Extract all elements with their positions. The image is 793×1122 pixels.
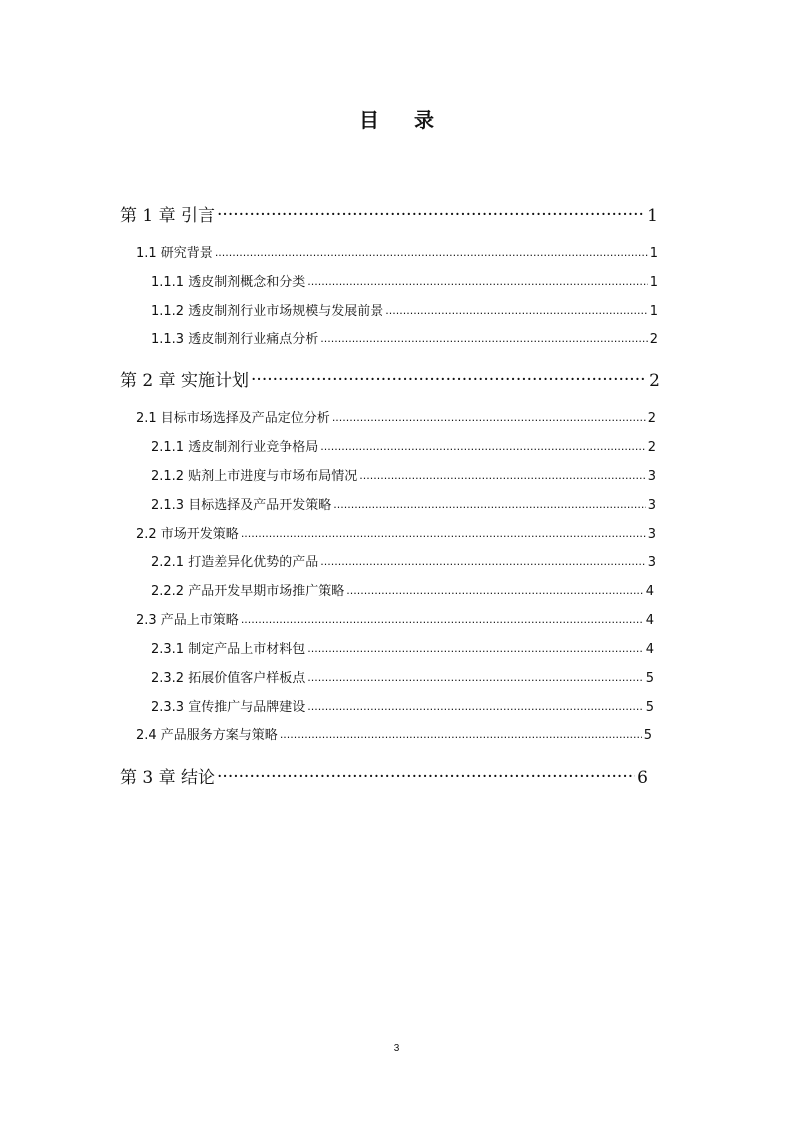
toc-entry-page: 3 — [647, 498, 656, 513]
toc-entry-page: 1 — [649, 275, 658, 290]
toc-entry-page: 1 — [649, 304, 658, 319]
toc-entry-label: 2.2 市场开发策略 — [136, 527, 239, 542]
toc-entry-label: 2.3.2 拓展价值客户样板点 — [151, 671, 306, 686]
toc-leader-dots — [307, 644, 644, 657]
toc-entry-page: 2 — [649, 371, 660, 391]
toc-entry-label: 第 2 章 实施计划 — [120, 371, 250, 391]
toc-entry-page: 4 — [645, 613, 654, 628]
toc-entry-1-1-3[interactable] — [151, 328, 658, 347]
toc-leader-dots — [241, 529, 646, 542]
toc-entry-2-1[interactable] — [136, 407, 656, 426]
toc-entry-page: 4 — [645, 584, 654, 599]
toc-leader-dots — [215, 248, 648, 261]
toc-entry-page: 3 — [647, 469, 656, 484]
toc-leader-dots — [307, 702, 644, 715]
toc-entry-2-2-2[interactable] — [151, 580, 654, 599]
toc-entry-1-1[interactable] — [136, 242, 658, 261]
toc-entry-label: 2.1.3 目标选择及产品开发策略 — [151, 498, 332, 513]
toc-entry-label: 2.2.1 打造差异化优势的产品 — [151, 555, 319, 570]
toc-leader-dots — [307, 277, 648, 290]
toc-entry-page: 1 — [649, 246, 658, 261]
toc-leader-dots — [385, 306, 648, 319]
toc-leader-dots — [333, 500, 646, 513]
toc-entry-2-3-1[interactable] — [151, 638, 654, 657]
toc-entry-label: 2.1.2 贴剂上市进度与市场布局情况 — [151, 469, 358, 484]
toc-entry-2-2-1[interactable] — [151, 551, 656, 570]
toc-entry-2-3-3[interactable] — [151, 696, 654, 715]
toc-entry-label: 第 1 章 引言 — [120, 206, 216, 226]
toc-entry-label: 2.1.1 透皮制剂行业竞争格局 — [151, 440, 319, 455]
toc-leader-dots — [241, 615, 644, 628]
toc-entry-chapter-2[interactable] — [120, 366, 660, 391]
toc-entry-label: 1.1.3 透皮制剂行业痛点分析 — [151, 332, 319, 347]
toc-entry-page: 5 — [645, 671, 654, 686]
toc-entry-label: 2.4 产品服务方案与策略 — [136, 728, 278, 743]
toc-entry-label: 2.3.3 宣传推广与品牌建设 — [151, 700, 306, 715]
toc-entry-1-1-1[interactable] — [151, 271, 658, 290]
toc-entry-2-2[interactable] — [136, 523, 656, 542]
toc-leader-dots — [359, 471, 646, 484]
toc-title: 目 录 — [359, 108, 448, 132]
toc-leader-dots — [320, 442, 646, 455]
toc-entry-2-1-3[interactable] — [151, 494, 656, 513]
toc-entry-label: 1.1.1 透皮制剂概念和分类 — [151, 275, 306, 290]
toc-entry-2-1-1[interactable] — [151, 436, 656, 455]
toc-entry-page: 2 — [649, 332, 658, 347]
toc-leader-dots — [307, 673, 644, 686]
toc-entry-2-4[interactable] — [136, 724, 652, 743]
toc-entry-2-3[interactable] — [136, 609, 654, 628]
toc-entry-page: 3 — [647, 555, 656, 570]
toc-leader-dots — [217, 771, 635, 788]
toc-entry-chapter-3[interactable] — [120, 763, 648, 788]
toc-entry-label: 2.3.1 制定产品上市材料包 — [151, 642, 306, 657]
toc-entry-label: 第 3 章 结论 — [120, 768, 216, 788]
toc-entry-label: 2.1 目标市场选择及产品定位分析 — [136, 411, 330, 426]
toc-leader-dots — [320, 557, 646, 570]
toc-leader-dots — [217, 209, 645, 226]
page-number: 3 — [393, 1043, 400, 1054]
toc-leader-dots — [332, 413, 646, 426]
toc-entry-page: 4 — [645, 642, 654, 657]
toc-entry-page: 6 — [637, 768, 648, 788]
toc-entry-page: 5 — [645, 700, 654, 715]
toc-entry-label: 2.2.2 产品开发早期市场推广策略 — [151, 584, 345, 599]
toc-entry-page: 2 — [647, 440, 656, 455]
toc-entry-chapter-1[interactable] — [120, 201, 658, 226]
toc-entry-page: 5 — [643, 728, 652, 743]
toc-entry-1-1-2[interactable] — [151, 300, 658, 319]
toc-entry-label: 1.1 研究背景 — [136, 246, 213, 261]
toc-entry-label: 1.1.2 透皮制剂行业市场规模与发展前景 — [151, 304, 384, 319]
toc-entry-2-3-2[interactable] — [151, 667, 654, 686]
toc-leader-dots — [280, 730, 642, 743]
toc-entry-page: 1 — [647, 206, 658, 226]
toc-leader-dots — [346, 586, 644, 599]
toc-leader-dots — [320, 334, 648, 347]
toc-entry-2-1-2[interactable] — [151, 465, 656, 484]
toc-entry-page: 3 — [647, 527, 656, 542]
toc-leader-dots — [251, 374, 647, 391]
toc-entry-page: 2 — [647, 411, 656, 426]
toc-entry-label: 2.3 产品上市策略 — [136, 613, 239, 628]
